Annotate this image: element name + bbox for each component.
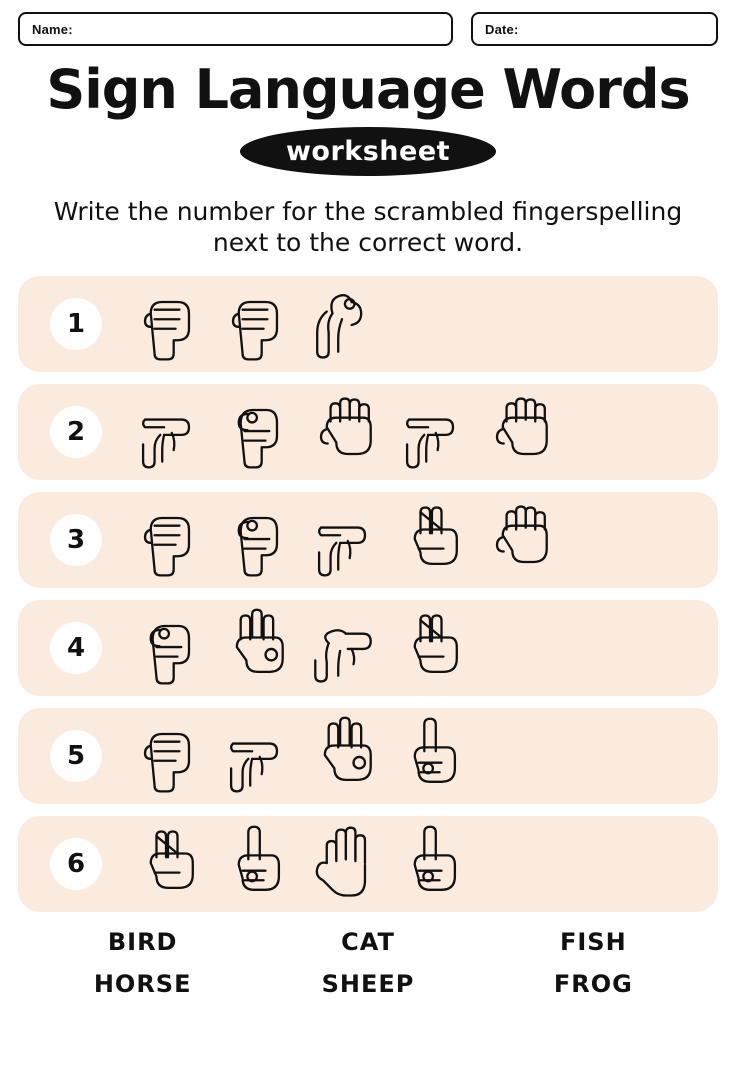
word-bank [30, 928, 706, 998]
page-title: Sign Language Words [46, 58, 690, 121]
word-bank-item: HORSE [93, 970, 192, 999]
fist-thumb-hand-sign [218, 389, 292, 475]
crossed-fingers-hand-sign [394, 497, 468, 583]
subtitle-badge: worksheet [240, 127, 496, 176]
fist-hand-sign [130, 497, 204, 583]
fingerspelling-sequence [102, 713, 704, 799]
pointing-flat-hand-sign [306, 497, 380, 583]
exercise-rows [18, 276, 718, 912]
four-fingers-hand-sign [482, 497, 556, 583]
exercise-row [18, 492, 718, 588]
word-bank-item: CAT [341, 928, 395, 957]
date-field[interactable] [471, 12, 718, 46]
exercise-row [18, 708, 718, 804]
row-number-badge: 2 [50, 406, 102, 458]
index-up-hand-sign [394, 713, 468, 799]
name-label: Name: [32, 21, 73, 37]
fingerspelling-sequence [102, 389, 704, 475]
exercise-row [18, 384, 718, 480]
word-bank-item: SHEEP [321, 970, 415, 999]
fist-thumb-hand-sign [130, 605, 204, 691]
word-bank-item: FROG [553, 970, 633, 999]
three-fingers-hand-sign [306, 713, 380, 799]
row-number-badge: 4 [50, 622, 102, 674]
crossed-fingers-hand-sign [130, 821, 204, 907]
fist-thumb-hand-sign [218, 497, 292, 583]
four-fingers-hand-sign [482, 389, 556, 475]
pointing-flat-hand-sign [218, 713, 292, 799]
fingerspelling-sequence [102, 281, 704, 367]
row-number-badge: 3 [50, 514, 102, 566]
instructions-text: Write the number for the scrambled fingerspelling next to the correct word. [53, 196, 683, 257]
fist-hand-sign [218, 281, 292, 367]
three-fingers-hand-sign [218, 605, 292, 691]
index-up-hand-sign [394, 821, 468, 907]
subtitle-container [0, 127, 736, 176]
fingerspelling-sequence [102, 605, 704, 691]
exercise-row [18, 600, 718, 696]
word-bank-item: BIRD [107, 928, 178, 957]
name-field[interactable] [18, 12, 453, 46]
fist-hand-sign [130, 713, 204, 799]
open-curved-hand-sign [306, 281, 380, 367]
open-palm-hand-sign [306, 821, 380, 907]
index-up-hand-sign [218, 821, 292, 907]
row-number-badge: 6 [50, 838, 102, 890]
pinch-hand-sign [306, 605, 380, 691]
fingerspelling-sequence [102, 821, 704, 907]
row-number-badge: 1 [50, 298, 102, 350]
exercise-row [18, 276, 718, 372]
pointing-flat-hand-sign [130, 389, 204, 475]
header-fields [0, 0, 736, 46]
fist-hand-sign [130, 281, 204, 367]
pointing-flat-hand-sign [394, 389, 468, 475]
date-label: Date: [485, 21, 519, 37]
fingerspelling-sequence [102, 497, 704, 583]
exercise-row [18, 816, 718, 912]
crossed-fingers-hand-sign [394, 605, 468, 691]
row-number-badge: 5 [50, 730, 102, 782]
four-fingers-hand-sign [306, 389, 380, 475]
word-bank-item: FISH [559, 928, 627, 957]
